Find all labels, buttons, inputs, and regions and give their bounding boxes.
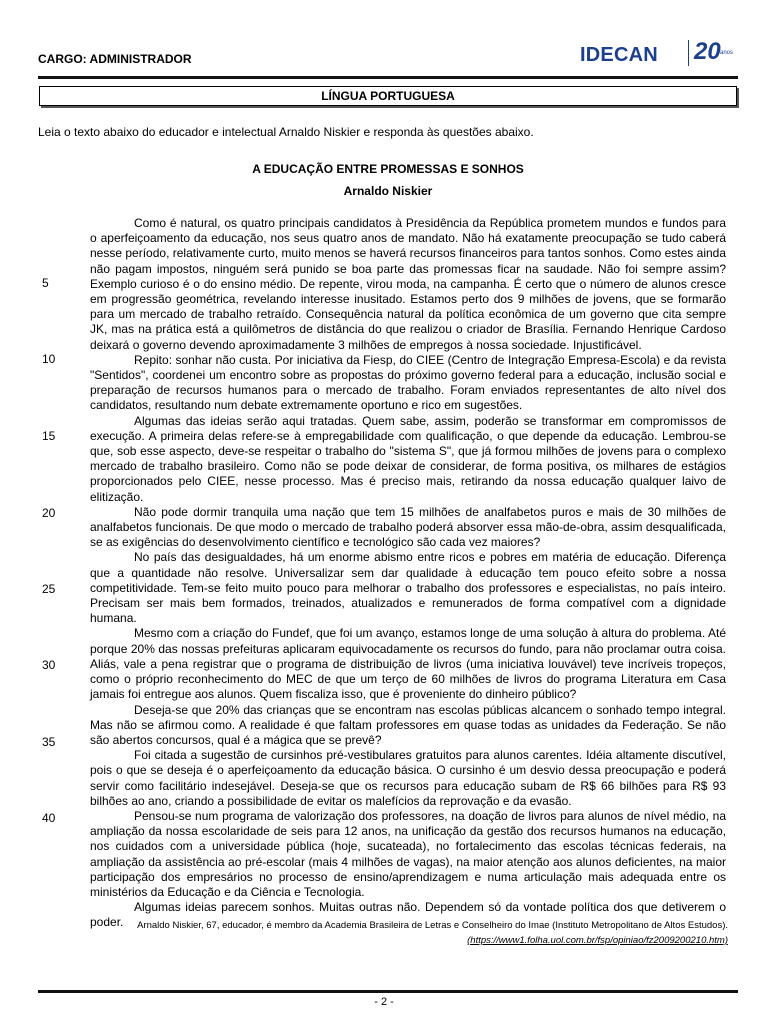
paragraph: Não pode dormir tranquila uma nação que tem 15 milhões de analfabetos puros e mais de 30 milhões de analfabetos funcionais. De que modo o mercado de trabalho poderá absorver essa mão-de-obra, assim desqualificada, se as exigências do desenvolvimento científico e tecnológico são cada vez maiores?	[90, 504, 726, 550]
paragraph: Algumas ideias parecem sonhos. Muitas outras não. Dependem só da vontade política dos que detiverem o poder.	[90, 900, 726, 930]
paragraph: Mesmo com a criação do Fundef, que foi um avanço, estamos longe de uma solução à altura do problema. Até porque 20% das nossas prefeituras aplicaram equivocadamente os recursos do fundo, para não proclamar outra coisa. Aliás, vale a pena registrar que o programa de distribuição de livros (uma iniciativa louvável) teve incríveis tropeços, como o próprio reconhecimento do MEC de que um terço de 60 milhões de livros do programa Literatura em Casa jamais foi entregue aos alunos. Quem fiscaliza isso, que é proveniente do dinheiro público?	[90, 626, 726, 702]
cargo-header: CARGO: ADMINISTRADOR	[38, 52, 192, 66]
logo-text: IDECAN	[580, 44, 658, 66]
footnote	[38, 918, 728, 948]
logo-separator	[688, 40, 689, 66]
line-number: 25	[42, 582, 56, 596]
line-number: 30	[42, 658, 56, 672]
page-number: - 2 -	[374, 996, 394, 1008]
line-number: 5	[42, 276, 49, 290]
article-body	[90, 216, 726, 931]
line-number: 35	[42, 735, 56, 749]
paragraph: Algumas das ideias serão aqui tratadas. Quem sabe, assim, poderão se transformar em compromissos de execução. A primeira delas refere-se à empregabilidade com qualificação, o que depende da educação. Lembrou-se que, sob esse aspecto, deve-se respeitar o trabalho do "sistema S", que já formou milhões de jovens para o complexo mercado de trabalho brasileiro. Como não se pode deixar de considerar, de forma positiva, os milhares de estágios proporcionados pelo CIEE, nesse processo. Mas é preciso mais, retirando da nossa educação qualquer laivo de elitização.	[90, 413, 726, 504]
bottom-rule	[38, 990, 738, 993]
source-link[interactable]: (https://www1.folha.uol.com.br/fsp/opiniao/fz2009200210.htm)	[467, 935, 728, 946]
line-number: 15	[42, 429, 56, 443]
intro-text: Leia o texto abaixo do educador e intelectual Arnaldo Niskier e responda às questões abaixo.	[38, 125, 534, 139]
paragraph: Pensou-se num programa de valorização dos professores, na doação de livros para alunos de nível médio, na ampliação da nossa escolaridade de seis para 12 anos, na unificação da gestão dos recursos humanos na educação, nos cuidados com a universidade pública (hoje, sucateada), no fortalecimento das escolas técnicas federais, na ampliação da assistência ao pré-escolar (mais 4 milhões de vagas), na maior atenção aos alunos deficientes, na maior participação dos empresários no processo de ensino/aprendizagem e numa articulação mais adequada entre os ministérios da Educação e da Ciência e Tecnologia.	[90, 808, 726, 899]
line-number: 20	[42, 506, 56, 520]
subject-box: LÍNGUA PORTUGUESA	[39, 86, 737, 106]
paragraph: Repito: sonhar não custa. Por iniciativa da Fiesp, do CIEE (Centro de Integração Empresa-Escola) e da revista "Sentidos", coordenei um encontro sobre as propostas do próximo governo federal para a educação, inclusão social e preparação de recursos humanos para o mercado de trabalho. Foram enviados representantes de alto nível dos candidatos, resultando num debate extremamente oportuno e rico em sugestões.	[90, 352, 726, 413]
article-title: A EDUCAÇÃO ENTRE PROMESSAS E SONHOS	[252, 162, 524, 176]
paragraph: Foi citada a sugestão de cursinhos pré-vestibulares gratuitos para alunos carentes. Idéia altamente discutível, pois o que se deseja é o aperfeiçoamento da educação básica. O cursinho é um desvio dessa preocupação e poderá servir como facilitário indesejável. Deseja-se que os recursos para educação subam de R$ 66 bilhões para R$ 93 bilhões ao ano, criando a possibilidade de evitar os malefícios da reprovação e da evasão.	[90, 748, 726, 808]
logo-years: 20	[694, 38, 721, 65]
idecan-logo	[580, 38, 740, 70]
paragraph: No país das desigualdades, há um enorme abismo entre ricos e pobres em matéria de educação. Diferença que a quantidade não resolve. Universalizar sem dar qualidade à educação tem pouco efeito sobre a nossa competitividade. Tem-se feito muito pouco para melhorar o trabalho dos professores e especialistas, no país inteiro. Precisam ser mais bem formados, treinados, atualizados e remunerados de forma compatível com a dignidade humana.	[90, 550, 726, 626]
top-rule	[38, 76, 738, 79]
line-number: 10	[42, 352, 56, 366]
line-number: 40	[42, 811, 56, 825]
logo-anos: anos	[720, 50, 734, 56]
paragraph: Deseja-se que 20% das crianças que se encontram nas escolas públicas alcancem o sonhado tempo integral. Mas não se afirmou como. A realidade é que faltam professores em quase todas as unidades da Federação. Se não são abertos concursos, qual é a mágica que se prevê?	[90, 702, 726, 747]
article-author: Arnaldo Niskier	[343, 184, 433, 198]
author-bio: Arnaldo Niskier, 67, educador, é membro da Academia Brasileira de Letras e Conselheiro do Imae (Instituto Metropolitano de Altos Estudos).	[137, 920, 728, 931]
paragraph: Como é natural, os quatro principais candidatos à Presidência da República prometem mundos e fundos para o aperfeiçoamento da educação, nos seus quatro anos de mandato. Não há exatamente preocupação se tudo caberá nesse período, relativamente curto, muito menos se haverá recursos financeiros para tantos sonhos. Como estes ainda não pagam impostos, ninguém será punido se boa parte das promessas ficar na saudade. Não foi sempre assim? Exemplo curioso é o do ensino médio. De repente, virou moda, na campanha. É certo que o número de alunos cresce em progressão geométrica, revelando interesse inusitado. Estamos perto dos 9 milhões de jovens, que se formarão para um mercado de trabalho retraído. Consequência natural da política econômica de um governo que cita sempre JK, mas na prática está a quilômetros de distância do que realizou o criador de Brasília. Fernando Henrique Cardoso deixará o governo devendo aproximadamente 3 milhões de empregos à nossa sociedade. Injustificável.	[90, 216, 726, 352]
